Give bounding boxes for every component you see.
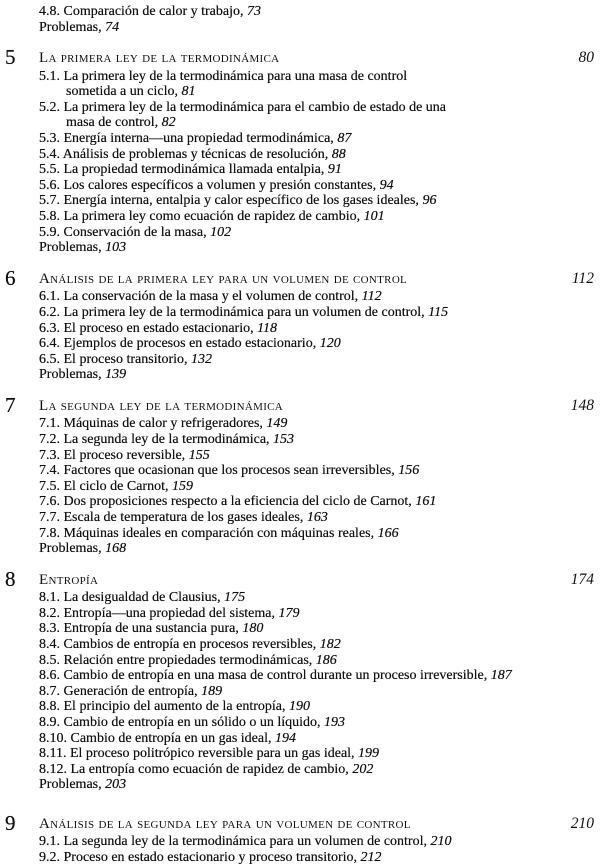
entry-page: 149 <box>266 416 288 432</box>
entry-title: Problemas, <box>39 19 106 35</box>
chapter-title: Entropía <box>39 571 99 588</box>
toc-entry <box>0 699 600 715</box>
toc-entry <box>0 762 600 778</box>
entry-title: 8.12. La entropía como ecuación de rapidez de cambio, <box>39 761 353 777</box>
entry-title: Problemas, <box>39 777 106 793</box>
entry-title: 7.8. Máquinas ideales en comparación con máquinas reales, <box>39 525 378 541</box>
toc-entry <box>0 4 600 20</box>
entry-page: 73 <box>246 4 261 19</box>
entry-title: 7.3. El proceso reversible, <box>39 447 189 463</box>
toc-entry <box>0 321 600 337</box>
toc-entry <box>0 715 600 731</box>
entry-page: 180 <box>242 621 264 637</box>
toc-entry <box>0 479 600 495</box>
table-of-contents <box>0 4 600 866</box>
entry-title: 8.5. Relación entre propiedades termodinámicas, <box>39 652 316 668</box>
entry-page: 87 <box>337 131 352 147</box>
entry-title: 8.8. El principio del aumento de la entropía, <box>39 699 289 715</box>
entry-page: 82 <box>161 115 176 131</box>
entry-page: 139 <box>105 367 127 383</box>
entry-title: 8.10. Cambio de entropía en un gas ideal, <box>39 730 275 746</box>
entry-page: 155 <box>188 447 210 463</box>
entry-page: 161 <box>415 494 437 510</box>
entry-page: 120 <box>319 336 341 352</box>
entry-page: 156 <box>398 463 420 479</box>
toc-entry <box>0 69 600 85</box>
entry-page: 163 <box>306 509 328 525</box>
entry-title: 5.5. La propiedad termodinámica llamada entalpia, <box>39 162 328 178</box>
toc-entry <box>0 510 600 526</box>
entry-title: 8.2. Entropía—una propiedad del sistema, <box>39 605 279 621</box>
entry-page: 166 <box>377 525 399 541</box>
toc-entry <box>0 590 600 606</box>
chapter-number: 5 <box>5 45 16 70</box>
entry-title: sometida a un ciclo, <box>66 84 182 100</box>
entry-title: 8.11. El proceso politrópico reversible para un gas ideal, <box>39 746 359 762</box>
chapter-number: 9 <box>5 810 16 835</box>
entry-page: 159 <box>171 478 193 494</box>
chapter-title: Análisis de la primera ley para un volumen de control <box>39 270 408 287</box>
chapter-title: La segunda ley de la termodinámica <box>39 397 284 414</box>
entry-title: 6.4. Ejemplos de procesos en estado estacionario, <box>39 336 320 352</box>
entry-title: 5.4. Análisis de problemas y técnicas de resolución, <box>39 146 332 162</box>
toc-entry <box>0 367 600 383</box>
toc-entry <box>0 684 600 700</box>
toc-entry <box>0 668 600 684</box>
toc-entry-continuation <box>0 115 600 131</box>
toc-entry <box>0 463 600 479</box>
toc-entry <box>0 416 600 432</box>
entry-page: 187 <box>490 668 512 684</box>
entry-title: 7.5. El ciclo de Carnot, <box>39 478 172 494</box>
entry-title: masa de control, <box>66 115 162 131</box>
chapter-title: Análisis de la segunda ley para un volumen de control <box>39 815 411 832</box>
entry-page: 102 <box>210 224 232 240</box>
chapter-page: 174 <box>570 570 594 588</box>
entry-page: 96 <box>422 193 437 209</box>
toc-entry <box>0 526 600 542</box>
toc-entry <box>0 621 600 637</box>
toc-entry <box>0 225 600 241</box>
chapter-page: 148 <box>570 396 594 414</box>
entry-title: 5.3. Energía interna—una propiedad termodinámica, <box>39 131 338 147</box>
entry-title: 8.6. Cambio de entropía en una masa de control durante un proceso irreversible, <box>39 668 491 684</box>
toc-entry <box>0 162 600 178</box>
toc-entry <box>0 193 600 209</box>
entry-title: 8.4. Cambios de entropía en procesos reversibles, <box>39 637 320 652</box>
entry-title: 7.1. Máquinas de calor y refrigeradores, <box>39 416 267 432</box>
entry-title: 7.6. Dos proposiciones respecto a la eficiencia del ciclo de Carnot, <box>39 494 416 510</box>
toc-entry <box>0 352 600 368</box>
entry-title: 8.9. Cambio de entropía en un sólido o un líquido, <box>39 714 325 730</box>
entry-page: 115 <box>428 304 449 320</box>
toc-entry <box>0 637 600 653</box>
toc-entry <box>0 305 600 321</box>
toc-entry <box>0 209 600 225</box>
entry-page: 168 <box>105 541 127 557</box>
toc-entry <box>0 777 600 793</box>
entry-title: 7.7. Escala de temperatura de los gases ideales, <box>39 509 307 525</box>
entry-title: 5.9. Conservación de la masa, <box>39 224 211 240</box>
entry-page: 94 <box>379 177 394 193</box>
entry-title: 4.8. Comparación de calor y trabajo, <box>39 4 247 19</box>
chapter-page: 80 <box>578 49 594 67</box>
entry-page: 202 <box>352 761 374 777</box>
toc-entry <box>0 541 600 557</box>
toc-entry <box>0 289 600 305</box>
toc-entry <box>0 834 600 850</box>
entry-page: 189 <box>201 683 223 699</box>
entry-page: 190 <box>288 699 310 715</box>
entry-title: 5.2. La primera ley de la termodinámica para el cambio de estado de una <box>39 99 446 115</box>
toc-entry <box>0 131 600 147</box>
entry-page: 88 <box>331 146 346 162</box>
entry-title: 9.1. La segunda ley de la termodinámica para un volumen de control, <box>39 834 431 850</box>
entry-page: 112 <box>361 289 382 305</box>
entry-page: 74 <box>105 19 120 35</box>
entry-title: 6.3. El proceso en estado estacionario, <box>39 320 258 336</box>
chapter-page: 210 <box>570 814 594 832</box>
chapter-number: 6 <box>5 265 16 290</box>
toc-entry <box>0 100 600 116</box>
chapter-page: 112 <box>571 269 594 287</box>
toc-entry <box>0 240 600 256</box>
entry-title: 5.6. Los calores específicos a volumen y presión constantes, <box>39 177 380 193</box>
entry-page: 210 <box>430 834 452 850</box>
entry-title: 5.1. La primera ley de la termodinámica para una masa de control <box>39 68 408 84</box>
entry-title: 5.7. Energía interna, entalpia y calor específico de los gases ideales, <box>39 193 423 209</box>
entry-title: 8.3. Entropía de una sustancia pura, <box>39 621 243 637</box>
entry-page: 101 <box>363 209 385 225</box>
entry-title: 9.2. Proceso en estado estacionario y proceso transitorio, <box>39 850 361 866</box>
entry-page: 179 <box>278 605 300 621</box>
entry-title: Problemas, <box>39 541 106 557</box>
toc-entry <box>0 147 600 163</box>
entry-page: 193 <box>324 714 346 730</box>
entry-title: 6.5. El proceso transitorio, <box>39 351 192 367</box>
entry-page: 103 <box>105 240 127 256</box>
entry-title: Problemas, <box>39 240 106 256</box>
toc-entry-continuation <box>0 84 600 100</box>
entry-title: Problemas, <box>39 367 106 383</box>
entry-page: 175 <box>224 590 246 606</box>
toc-entry <box>0 336 600 352</box>
entry-page: 91 <box>327 162 342 178</box>
toc-entry <box>0 432 600 448</box>
entry-page: 212 <box>360 850 382 866</box>
chapter-heading <box>0 566 600 591</box>
entry-title: 8.7. Generación de entropía, <box>39 683 202 699</box>
entry-title: 8.1. La desigualdad de Clausius, <box>39 590 225 606</box>
entry-page: 81 <box>181 84 196 100</box>
chapter-heading <box>0 810 600 835</box>
entry-page: 199 <box>358 746 380 762</box>
entry-page: 182 <box>319 637 341 652</box>
toc-entry <box>0 448 600 464</box>
toc-entry <box>0 178 600 194</box>
entry-page: 118 <box>257 320 278 336</box>
entry-title: 6.1. La conservación de la masa y el volumen de control, <box>39 289 362 305</box>
entry-title: 6.2. La primera ley de la termodinámica para un volumen de control, <box>39 304 429 320</box>
toc-entry <box>0 606 600 622</box>
entry-title: 7.4. Factores que ocasionan que los procesos sean irreversibles, <box>39 463 399 479</box>
chapter-heading <box>0 45 600 70</box>
toc-entry <box>0 731 600 747</box>
entry-page: 203 <box>105 777 127 793</box>
toc-entry <box>0 494 600 510</box>
chapter-heading <box>0 392 600 417</box>
entry-page: 153 <box>273 431 295 447</box>
chapter-number: 7 <box>5 392 16 417</box>
entry-page: 194 <box>275 730 296 746</box>
toc-entry <box>0 850 600 866</box>
entry-title: 5.8. La primera ley como ecuación de rapidez de cambio, <box>39 209 364 225</box>
chapter-heading <box>0 265 600 290</box>
entry-page: 186 <box>315 652 337 668</box>
entry-page: 132 <box>191 351 213 367</box>
entry-title: 7.2. La segunda ley de la termodinámica, <box>39 431 274 447</box>
toc-entry <box>0 653 600 669</box>
toc-entry <box>0 746 600 762</box>
chapter-number: 8 <box>5 566 16 591</box>
chapter-title: La primera ley de la termodinámica <box>39 50 280 67</box>
toc-entry <box>0 20 600 36</box>
